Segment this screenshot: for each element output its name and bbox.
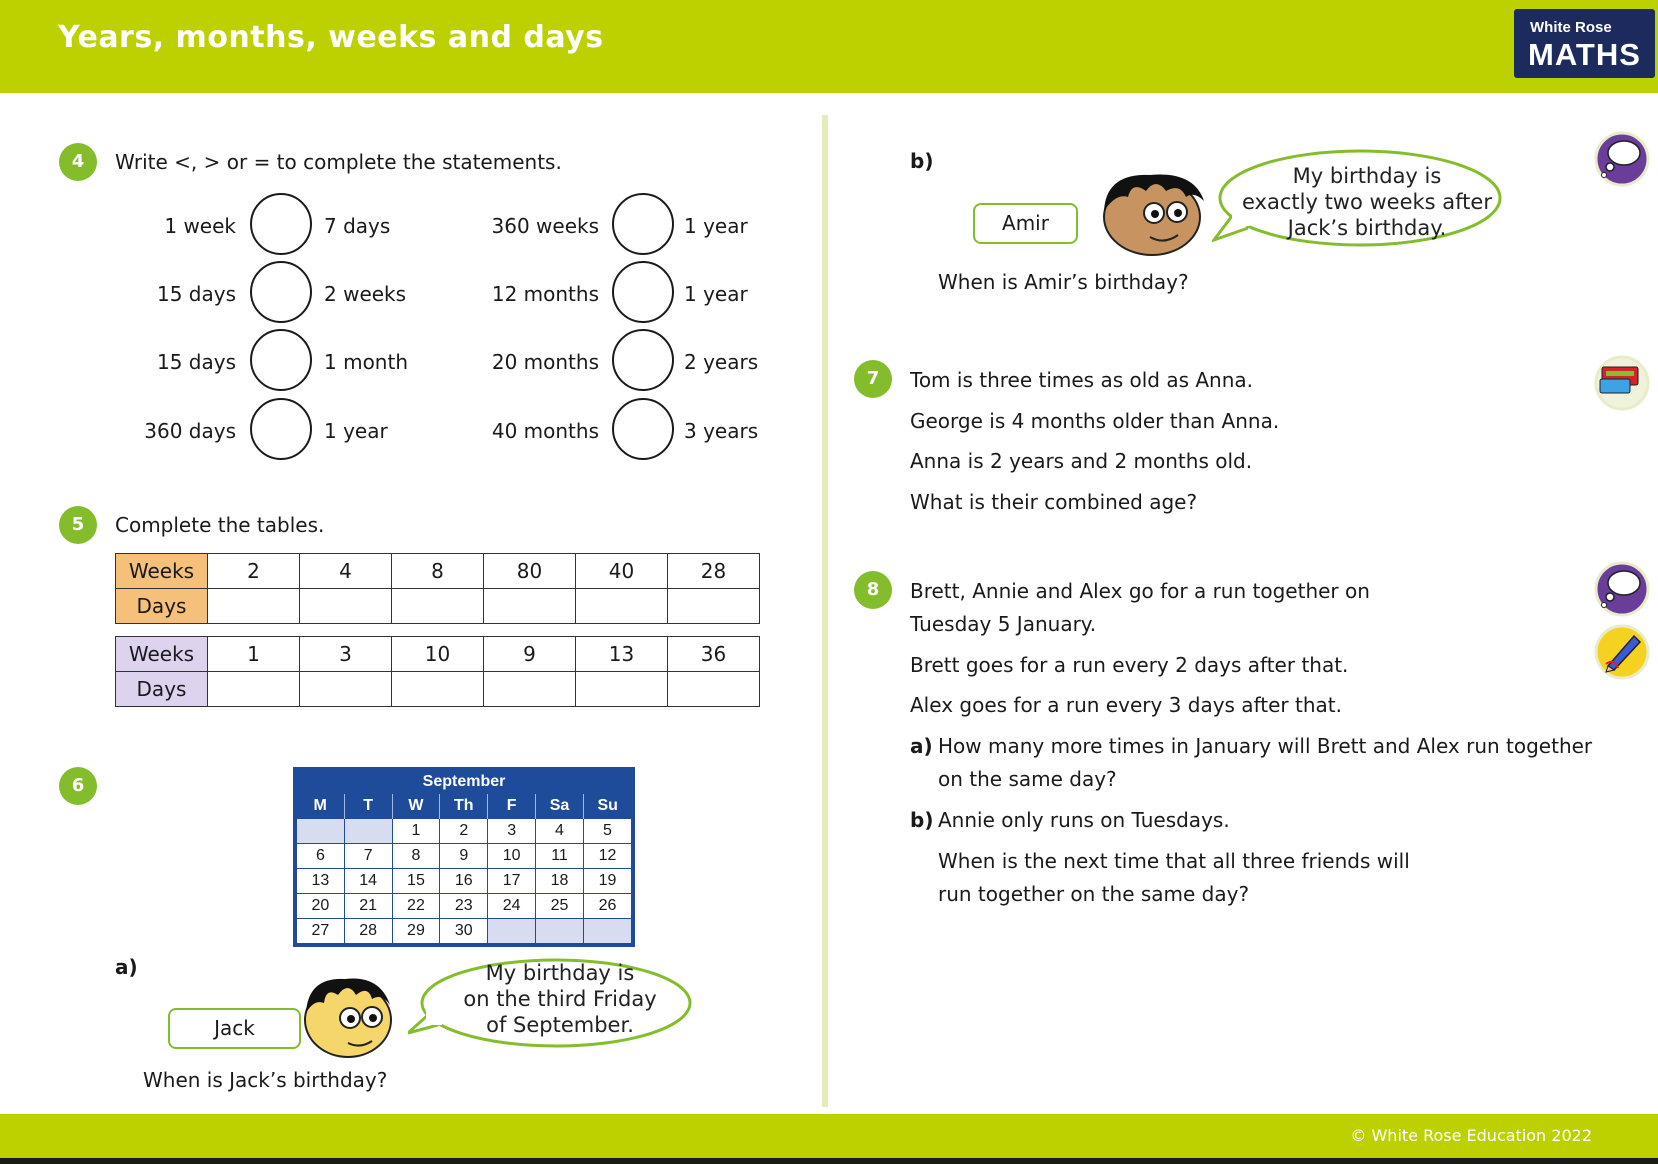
table-row [116, 589, 760, 624]
table-row [116, 672, 760, 707]
table-cell: 9 [484, 637, 576, 672]
calendar-date: 22 [392, 894, 440, 919]
table-cell: 3 [300, 637, 392, 672]
q8-part-b-line2: When is the next time that all three friends will [938, 849, 1410, 873]
answer-cell[interactable] [208, 589, 300, 624]
calendar-empty-cell [488, 919, 536, 944]
question-7-number: 7 [854, 360, 892, 398]
table-header-days: Days [116, 589, 208, 624]
compare-right-value: 1 year [324, 419, 388, 443]
answer-cell[interactable] [668, 672, 760, 707]
question-5-number: 5 [59, 506, 97, 544]
compare-right-value: 2 weeks [324, 282, 407, 306]
q8-brett-line: Brett goes for a run every 2 days after that. [910, 653, 1349, 677]
answer-circle[interactable] [612, 329, 674, 391]
calendar-day-header: W [392, 794, 440, 819]
compare-left-value: 360 weeks [491, 214, 599, 238]
calendar-date: 21 [344, 894, 392, 919]
calendar-date: 9 [440, 844, 488, 869]
calendar-week [297, 844, 632, 869]
calendar-date: 24 [488, 894, 536, 919]
calendar-date: 20 [297, 894, 345, 919]
calendar-empty-cell [344, 819, 392, 844]
calendar-date: 2 [440, 819, 488, 844]
answer-circle[interactable] [612, 261, 674, 323]
weeks-days-table-1 [115, 553, 760, 624]
question-8-number: 8 [854, 571, 892, 609]
answer-circle[interactable] [250, 261, 312, 323]
calendar-day-headers [297, 794, 632, 819]
calendar-date: 28 [344, 919, 392, 944]
bubble-line: My birthday is [1292, 164, 1442, 188]
footer-edge [0, 1158, 1658, 1164]
q7-line: What is their combined age? [910, 490, 1198, 514]
q7-line: Anna is 2 years and 2 months old. [910, 449, 1253, 473]
table-cell: 1 [208, 637, 300, 672]
calendar-date: 3 [488, 819, 536, 844]
calendar-date: 23 [440, 894, 488, 919]
bubble-line: on the third Friday [463, 987, 657, 1011]
q8-alex-line: Alex goes for a run every 3 days after that. [910, 693, 1342, 717]
answer-cell[interactable] [300, 589, 392, 624]
calendar-date: 7 [344, 844, 392, 869]
calendar-date: 5 [583, 819, 631, 844]
compare-right-value: 1 year [684, 214, 748, 238]
copyright-text: © White Rose Education 2022 [1350, 1126, 1592, 1145]
compare-right-value: 3 years [684, 419, 759, 443]
q7-line: Tom is three times as old as Anna. [910, 368, 1254, 392]
calendar-day-header: Th [440, 794, 488, 819]
compare-right-value: 7 days [324, 214, 391, 238]
calendar-date: 8 [392, 844, 440, 869]
question-4-number: 4 [59, 143, 97, 181]
calendar-date: 14 [344, 869, 392, 894]
bubble-line: My birthday is [485, 961, 635, 985]
table-cell: 2 [208, 554, 300, 589]
table-cell: 80 [484, 554, 576, 589]
answer-cell[interactable] [208, 672, 300, 707]
compare-right-value: 1 month [324, 350, 408, 374]
part-b-label: b) [910, 149, 934, 173]
amir-question: When is Amir’s birthday? [938, 270, 1189, 294]
calendar-day-header: Sa [536, 794, 584, 819]
compare-left-value: 20 months [491, 350, 599, 374]
table-cell: 28 [668, 554, 760, 589]
calendar-day-header: T [344, 794, 392, 819]
calendar-date: 30 [440, 919, 488, 944]
answer-circle[interactable] [250, 398, 312, 460]
bubble-line: Jack’s birthday. [1287, 216, 1447, 240]
compare-left-value: 1 week [164, 214, 236, 238]
q8-part-a-line1: How many more times in January will Brett and Alex run together [938, 734, 1593, 758]
pencil-icon [1594, 624, 1650, 680]
q8-part-b-line3: run together on the same day? [938, 882, 1250, 906]
q8-part-b-label: b) [910, 808, 934, 832]
answer-cell[interactable] [484, 589, 576, 624]
compare-left-value: 15 days [156, 282, 236, 306]
calendar-date: 26 [583, 894, 631, 919]
table-cell: 8 [392, 554, 484, 589]
calendar-week [297, 819, 632, 844]
calendar-date: 13 [297, 869, 345, 894]
jack-question: When is Jack’s birthday? [143, 1068, 388, 1092]
calendar-date: 16 [440, 869, 488, 894]
table-header-weeks: Weeks [116, 554, 208, 589]
table-cell: 36 [668, 637, 760, 672]
table-row [116, 637, 760, 672]
table-cell: 13 [576, 637, 668, 672]
table-header-days: Days [116, 672, 208, 707]
calendar-week [297, 869, 632, 894]
part-a-label: a) [115, 955, 138, 979]
answer-circle[interactable] [612, 398, 674, 460]
calendar-date: 10 [488, 844, 536, 869]
calendar-date: 19 [583, 869, 631, 894]
amir-character-icon [1094, 165, 1209, 260]
question-4-instruction: Write <, > or = to complete the statements. [115, 150, 562, 174]
jack-character-icon [290, 965, 400, 1065]
compare-right-value: 1 year [684, 282, 748, 306]
thinking-bubble-icon [1594, 131, 1650, 187]
answer-cell[interactable] [392, 672, 484, 707]
column-divider [822, 115, 828, 1107]
calendar-date: 18 [536, 869, 584, 894]
answer-cell[interactable] [392, 589, 484, 624]
compare-right-value: 2 years [684, 350, 759, 374]
compare-left-value: 15 days [156, 350, 236, 374]
bubble-line: of September. [486, 1013, 634, 1037]
calendar-day-header: F [488, 794, 536, 819]
calendar-month: September [422, 773, 506, 790]
q8-part-a-line2: on the same day? [938, 767, 1117, 791]
name-label-jack: Jack [168, 1008, 301, 1049]
white-rose-maths-logo [1514, 9, 1655, 78]
calendar-week [297, 919, 632, 944]
q8-intro-line1: Brett, Annie and Alex go for a run together on [910, 579, 1370, 603]
calendar-date: 25 [536, 894, 584, 919]
calendar-date: 4 [536, 819, 584, 844]
q8-part-b-line1: Annie only runs on Tuesdays. [938, 808, 1230, 832]
q8-intro-line2: Tuesday 5 January. [910, 612, 1097, 636]
compare-left-value: 360 days [144, 419, 236, 443]
calendar-date: 12 [583, 844, 631, 869]
bubble-line: exactly two weeks after [1242, 190, 1492, 214]
answer-cell[interactable] [300, 672, 392, 707]
calendar-date: 6 [297, 844, 345, 869]
table-cell: 10 [392, 637, 484, 672]
calendar-date: 11 [536, 844, 584, 869]
name-label-amir: Amir [973, 203, 1078, 244]
calendar-grid [296, 794, 632, 944]
compare-left-value: 40 months [491, 419, 599, 443]
calendar-date: 27 [297, 919, 345, 944]
calendar-empty-cell [583, 919, 631, 944]
answer-cell[interactable] [576, 589, 668, 624]
compare-left-value: 12 months [491, 282, 599, 306]
answer-cell[interactable] [576, 672, 668, 707]
answer-circle[interactable] [250, 329, 312, 391]
answer-circle[interactable] [250, 193, 312, 255]
calendar-week [297, 894, 632, 919]
jack-bubble-text [420, 960, 700, 1038]
september-calendar [293, 767, 635, 947]
weeks-days-table-2 [115, 636, 760, 707]
question-6-number: 6 [59, 767, 97, 805]
answer-cell[interactable] [668, 589, 760, 624]
thinking-bubble-icon [1594, 561, 1650, 617]
table-cell: 40 [576, 554, 668, 589]
calendar-date: 17 [488, 869, 536, 894]
calendar-day-header: Su [583, 794, 631, 819]
amir-bubble-text [1222, 163, 1512, 241]
calendar-date: 15 [392, 869, 440, 894]
question-5-instruction: Complete the tables. [115, 513, 325, 537]
calculator-card-icon [1594, 355, 1650, 411]
q7-line: George is 4 months older than Anna. [910, 409, 1280, 433]
answer-cell[interactable] [484, 672, 576, 707]
page-title: Years, months, weeks and days [58, 20, 604, 55]
calendar-empty-cell [536, 919, 584, 944]
calendar-date: 1 [392, 819, 440, 844]
calendar-empty-cell [297, 819, 345, 844]
table-cell: 4 [300, 554, 392, 589]
table-row [116, 554, 760, 589]
answer-circle[interactable] [612, 193, 674, 255]
logo-line1: White Rose [1530, 19, 1612, 36]
q8-part-a-label: a) [910, 734, 933, 758]
calendar-day-header: M [313, 797, 327, 814]
table-header-weeks: Weeks [116, 637, 208, 672]
logo-line2: MATHS [1528, 37, 1641, 72]
calendar-date: 29 [392, 919, 440, 944]
